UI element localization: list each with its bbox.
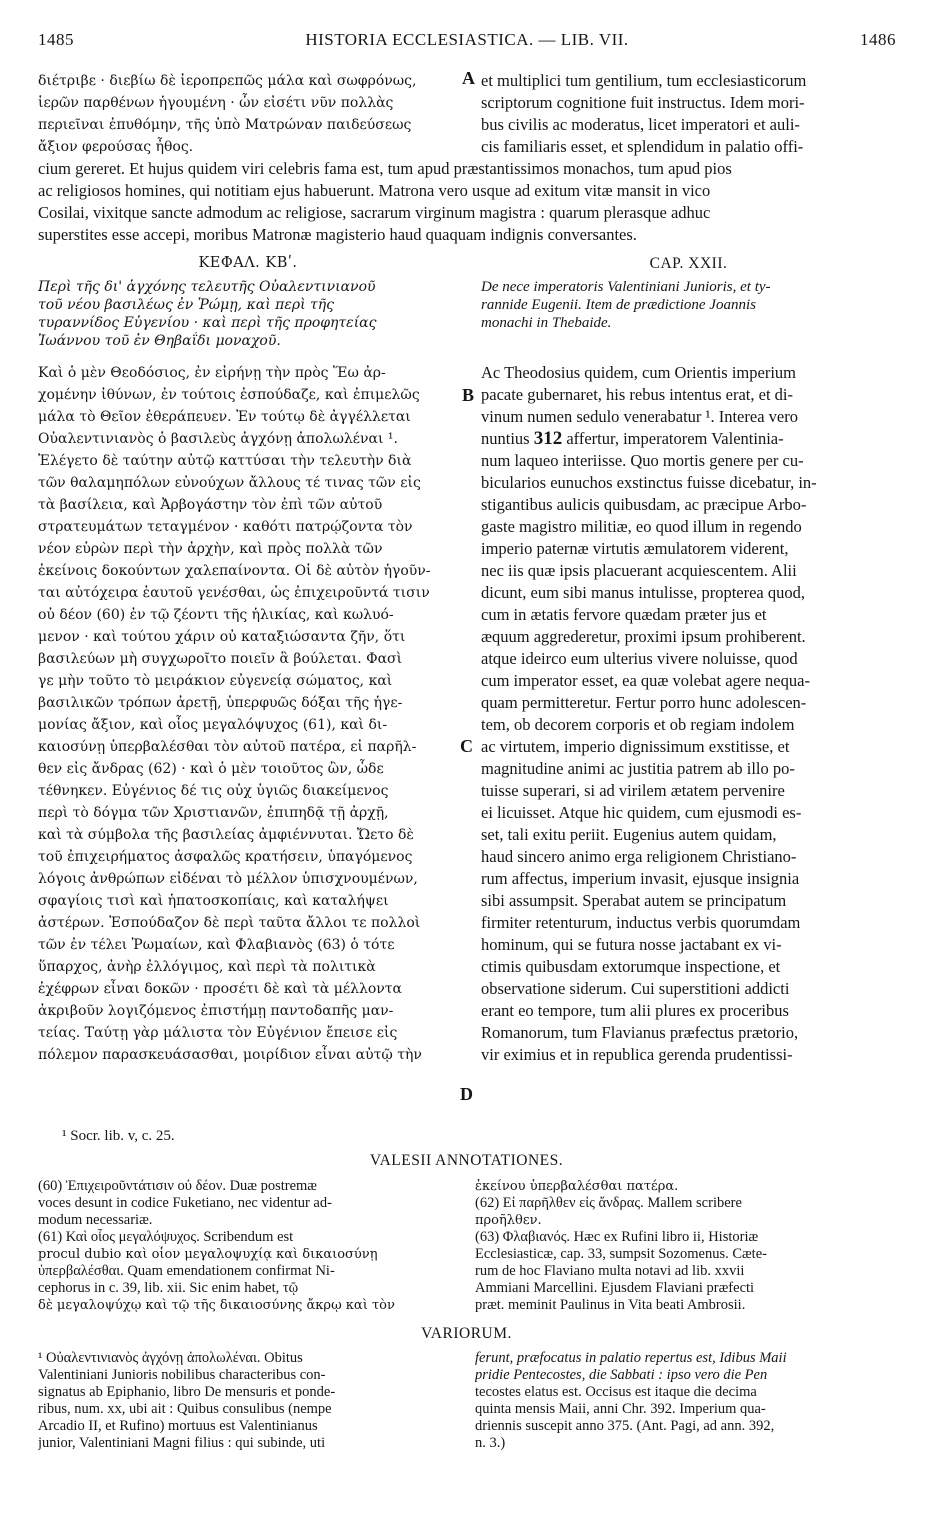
margin-letter-d: D bbox=[460, 1084, 473, 1104]
text-line: erant eo tempore, tum alii plures ex proceribus bbox=[481, 1001, 789, 1020]
text-line: vinum numen sedulo venerabatur ¹. Interea vero bbox=[481, 407, 798, 426]
text-line: magnitudine animi ac justitia patrem ab illo po- bbox=[481, 759, 795, 778]
text-line: Οὐαλεντινιανὸς ὁ βασιλεὺς ἀγχόνῃ ἀπολωλέναι ¹. bbox=[38, 431, 398, 447]
text-line: scriptorum cognitione fuit instructus. Idem mori- bbox=[481, 93, 805, 112]
valesii-right-column bbox=[475, 1178, 896, 1314]
note-line: signatus ab Epiphanio, libro De mensuris et ponde- bbox=[38, 1384, 336, 1400]
valesii-left-column bbox=[38, 1178, 458, 1314]
text-line: μάλα τὸ Θεῖον ἐθεράπευεν. Ἐν τούτῳ δὲ ἀγγέλλεται bbox=[38, 409, 411, 425]
variorum-right-column bbox=[475, 1350, 896, 1452]
text-line: διέτριβε · διεβίω δὲ ἱεροπρεπῶς μάλα καὶ σωφρόνως, bbox=[38, 73, 417, 89]
text-line: στρατευμάτων τεταγμένον · καθότι πατρῴζοντα τὸν bbox=[38, 519, 413, 535]
note-line: voces desunt in codice Fuketiano, nec videntur ad- bbox=[38, 1195, 332, 1211]
text-line: cium gereret. Et hujus quidem viri celebris fama est, tum apud præstantissimos monachos, tum apud pios bbox=[38, 159, 732, 178]
text-line: bicularios eunuchos exstinctus fuisse dicebatur, in- bbox=[481, 473, 817, 492]
text-line: tuisse superari, si ad virilem ætatem pervenire bbox=[481, 781, 785, 800]
text-line: τοῦ ἐπιχειρήματος ἀσφαλῶς κρατήσειν, ὑπαγόμενος bbox=[38, 849, 413, 865]
greek-chapter-title bbox=[38, 278, 458, 350]
note-line: ὑπερβαλέσθαι. Quam emendationem confirmat Ni- bbox=[38, 1263, 335, 1279]
text-line: superstites esse accepi, moribus Matronæ magisterio haud quaquam indignis conversantes. bbox=[38, 225, 637, 244]
text-line: θεν εἰς ἄνδρας (62) · καὶ ὁ μὲν τοιοῦτος ὢν, ὧδε bbox=[38, 761, 384, 777]
text-line: Ac Theodosius quidem, cum Orientis imperium bbox=[481, 363, 796, 382]
text-fragment: nuntius bbox=[481, 429, 530, 448]
margin-letter-a: A bbox=[462, 68, 475, 88]
text-fragment: affertur, imperatorem Valentinia- bbox=[566, 429, 784, 448]
text-line: vir eximius et in republica gerenda prudentissi- bbox=[481, 1045, 793, 1064]
text-line: atque ideirco eum ulterius vivere noluisse, quod bbox=[481, 649, 798, 668]
note-line: Ammiani Marcellini. Ejusdem Flaviani præfecti bbox=[475, 1280, 755, 1296]
page-marker: 312 bbox=[533, 428, 563, 449]
title-line: Περὶ τῆς δι' ἀγχόνης τελευτῆς Οὐαλεντινιανοῦ bbox=[38, 279, 376, 295]
note-line: Arcadio II, et Rufino) mortuus est Valentinianus bbox=[38, 1418, 318, 1434]
text-line: καὶ τὰ σύμβολα τῆς βασιλείας ἀμφιέννυται. Ὤετο δὲ bbox=[38, 827, 414, 843]
note-line: quinta mensis Maii, anni Chr. 392. Imperium qua- bbox=[475, 1401, 766, 1417]
note-line: junior, Valentiniani Magni filius : qui subinde, uti bbox=[38, 1435, 326, 1451]
text-line: βασιλεύων μὴ συγχωροῖτο ποιεῖν ἃ βούλεται. Φασὶ bbox=[38, 651, 403, 667]
text-line: περὶ τὸ δόγμα τῶν Χριστιανῶν, ἐπιπηδᾷ τῇ ἀρχῇ, bbox=[38, 805, 389, 821]
text-line: observatione siderum. Cui superstitioni addicti bbox=[481, 979, 790, 998]
text-line: cis familiaris esset, et splendidum in palatio offi- bbox=[481, 137, 804, 156]
note-line: rum de hoc Flaviano multa notavi ad lib. xxvii bbox=[475, 1263, 745, 1279]
text-line: τείας. Ταύτῃ γὰρ μάλιστα τὸν Εὐγένιον ἔπεισε εἰς bbox=[38, 1025, 398, 1041]
text-line: rum affectus, imperium invasit, ejusque insignia bbox=[481, 869, 800, 888]
text-line: ται αὐτόχειρα ἑαυτοῦ γενέσθαι, ὡς ἐπιχειροῦντά τισιν bbox=[38, 585, 430, 601]
note-line: præt. meminit Paulinus in Vita beati Ambrosii. bbox=[475, 1297, 746, 1313]
text-line: βασιλικῶν τρόπων ἀρετῇ, ὑπερφυῶς δόξαι τῆς ἡγε- bbox=[38, 695, 403, 711]
text-line: ἀκριβοῦν λογιζόμενος ἐπιστήμῃ παντοδαπῆς μαν- bbox=[38, 1003, 394, 1019]
variorum-left-column bbox=[38, 1350, 458, 1452]
text-line: λόγοις ἀνθρώπων εἰδέναι τὸ μέλλον ὑπισχνουμένων, bbox=[38, 871, 418, 887]
note-line: ferunt, præfocatus in palatio repertus est, Idibus Maii bbox=[475, 1350, 787, 1366]
title-line: De nece imperatoris Valentiniani Junioris, et ty- bbox=[481, 279, 771, 295]
title-line: τυραννίδος Εὐγενίου · καὶ περὶ τῆς προφητείας bbox=[38, 315, 377, 331]
note-line: ribus, num. xx, ubi ait : Quibus consulibus (nempe bbox=[38, 1401, 332, 1417]
note-line: driennis suscepit anno 375. (Ant. Pagi, ad ann. 392, bbox=[475, 1418, 775, 1434]
greek-body-column bbox=[38, 362, 458, 1066]
note-line: ¹ Οὐαλεντινιανὸς ἀγχόνῃ ἀπολωλέναι. Obitus bbox=[38, 1350, 303, 1366]
text-line: hominum, qui se futura nosse jactabant ex vi- bbox=[481, 935, 782, 954]
text-line: nec iis quæ ipsis placuerant acquiescentem. Alii bbox=[481, 561, 797, 580]
text-line-with-marker bbox=[481, 428, 896, 450]
text-line: τέθνηκεν. Εὐγένιος δέ τις οὐχ ὑγιῶς διακείμενος bbox=[38, 783, 389, 799]
page-number-right: 1486 bbox=[860, 30, 896, 49]
text-line: pacate gubernaret, his rebus intentus erat, et di- bbox=[481, 385, 794, 404]
text-line: tem, ob decorem corporis et ob regiam indolem bbox=[481, 715, 795, 734]
text-line: cum imperator esset, ea quæ volebat agere nequa- bbox=[481, 671, 810, 690]
text-line: μονίας ἄξιον, καὶ οἷος μεγαλόψυχος (61), καὶ δι- bbox=[38, 717, 388, 733]
text-line: περιεῖναι ἐπυθόμην, τῆς ὑπὸ Ματρώναν παιδεύσεως bbox=[38, 117, 412, 133]
note-line: (61) Καὶ οἷος μεγαλόψυχος. Scribendum est bbox=[38, 1229, 294, 1245]
note-line: δὲ μεγαλοψύχῳ καὶ τῷ τῆς δικαιοσύνης ἄκρῳ καὶ τὸν bbox=[38, 1298, 395, 1313]
text-line: dicunt, eum sibi manus intulisse, propterea quod, bbox=[481, 583, 805, 602]
note-line: cephorus in c. 39, lib. xii. Sic enim habet, τῷ bbox=[38, 1280, 299, 1296]
text-line: χομένην ἰθύνων, ἐν τούτοις ἐσπούδαζε, καὶ ἐπιμελῶς bbox=[38, 387, 420, 403]
margin-letter-b: B bbox=[462, 385, 475, 405]
running-header bbox=[38, 30, 896, 56]
title-line: rannide Eugenii. Item de prædictione Joannis bbox=[481, 297, 756, 313]
text-line: νέον εὑρὼν περὶ τὴν ἀρχὴν, καὶ πρὸς πολλὰ τῶν bbox=[38, 541, 383, 557]
text-line: num laqueo interiisse. Quo mortis genere per cu- bbox=[481, 451, 804, 470]
note-line: Valentiniani Junioris nobilibus characteribus con- bbox=[38, 1367, 326, 1383]
note-line: pridie Pentecostes, die Sabbati : ipso vero die Pen bbox=[475, 1367, 768, 1383]
text-line: μενον · καὶ τούτου χάριν οὐ καταξιώσαντα ζῆν, ὅτι bbox=[38, 629, 406, 645]
top-greek-column bbox=[38, 70, 458, 158]
text-line: ἀστέρων. Ἐσπούδαζον δὲ περὶ ταῦτα ἄλλοι τε πολλοὶ bbox=[38, 915, 421, 931]
note-line: (63) Φλαβιανός. Hæc ex Rufini libro ii, Historiæ bbox=[475, 1229, 759, 1245]
text-line: σφαγίοις τισὶ καὶ ἡπατοσκοπίαις, καὶ καταλήψει bbox=[38, 893, 389, 909]
text-line: ctimis quibusdam extorumque inspectione, et bbox=[481, 957, 781, 976]
full-width-latin bbox=[38, 158, 896, 246]
valesii-heading: VALESII ANNOTATIONES. bbox=[369, 1152, 564, 1169]
text-line: imperio paternæ virtutis æmulatorem viderent, bbox=[481, 539, 789, 558]
text-line: Ἐλέγετο δὲ ταύτην αὐτῷ καττύσαι τὴν τελευτὴν διὰ bbox=[38, 453, 412, 469]
note-line: n. 3.) bbox=[475, 1435, 506, 1451]
latin-chapter-title bbox=[481, 278, 896, 332]
text-line: τῶν ἐν τέλει Ῥωμαίων, καὶ Φλαβιανὸς (63) ὁ τότε bbox=[38, 937, 395, 953]
text-line: sibi assumpsit. Sperabat autem se principatum bbox=[481, 891, 787, 910]
text-line: ἐχέφρων εἶναι δοκῶν · προσέτι δὲ καὶ τὰ μέλλοντα bbox=[38, 981, 402, 997]
running-title: HISTORIA ECCLESIASTICA. — LIB. VII. bbox=[305, 30, 629, 49]
text-line: gaste magistro militiæ, eo quod illum in regendo bbox=[481, 517, 802, 536]
latin-chapter-heading: CAP. XXII. bbox=[649, 255, 728, 272]
footnote: ¹ Socr. lib. v, c. 25. bbox=[62, 1128, 175, 1144]
latin-body-column bbox=[481, 362, 896, 1066]
text-line: ἱερῶν παρθένων ἡγουμένη · ὧν εἰσέτι νῦν πολλὰς bbox=[38, 95, 394, 111]
note-line: modum necessariæ. bbox=[38, 1212, 153, 1228]
text-line: cum in ætatis fervore quædam præter jus et bbox=[481, 605, 767, 624]
text-line: οὐ δέον (60) ἐν τῷ ζέοντι τῆς ἡλικίας, καὶ κωλυό- bbox=[38, 607, 394, 623]
note-line: προῆλθεν. bbox=[475, 1213, 542, 1228]
note-line: Ecclesiasticæ, cap. 33, sumpsit Sozomenus. Cæte- bbox=[475, 1246, 767, 1262]
title-line: τοῦ νέου βασιλέως ἐν Ῥώμῃ, καὶ περὶ τῆς bbox=[38, 297, 335, 313]
top-latin-column bbox=[481, 70, 896, 158]
text-line: ὕπαρχος, ἀνὴρ ἐλλόγιμος, καὶ περὶ τὰ πολιτικὰ bbox=[38, 959, 376, 975]
text-line: ἄξιον φερούσας ἦθος. bbox=[38, 139, 194, 155]
text-line: firmiter retenturum, inductus verbis quorumdam bbox=[481, 913, 801, 932]
text-line: ἐκείνοις δοκούντων χαλεπαίνοντα. Οἱ δὲ αὐτὸν ἡγοῦν- bbox=[38, 563, 431, 579]
text-line: ei licuisset. Atque hic quidem, cum ejusmodi es- bbox=[481, 803, 802, 822]
text-line: γε μὴν τοῦτο τὸ μειράκιον εὐγενείᾳ σώματος, καὶ bbox=[38, 673, 393, 689]
text-line: Cosilai, vixitque sancte admodum ac religiose, sacrarum virginum magistra : quarum plerasque adhuc bbox=[38, 203, 711, 222]
page-number-left: 1485 bbox=[38, 30, 74, 49]
greek-chapter-heading: ΚΕΦΑΛ. ΚΒʹ. bbox=[198, 255, 298, 271]
text-line: haud sincero animo erga religionem Christiano- bbox=[481, 847, 797, 866]
note-line: (60) Ἐπιχειροῦντάτισιν οὐ δέον. Duæ postremæ bbox=[38, 1178, 317, 1194]
note-line: tecostes elatus est. Occisus est itaque die decima bbox=[475, 1384, 757, 1400]
text-line: Καὶ ὁ μὲν Θεοδόσιος, ἐν εἰρήνῃ τὴν πρὸς Ἕω ἀρ- bbox=[38, 365, 386, 381]
text-line: et multiplici tum gentilium, tum ecclesiasticorum bbox=[481, 71, 807, 90]
text-line: set, tali exitu periit. Eugenius autem quidam, bbox=[481, 825, 777, 844]
margin-letter-c: C bbox=[460, 736, 473, 756]
note-line: (62) Εἰ παρῆλθεν εἰς ἄνδρας. Mallem scribere bbox=[475, 1195, 742, 1211]
text-line: καιοσύνῃ ὑπερβαλέσθαι τὸν αὐτοῦ πατέρα, εἰ παρῆλ- bbox=[38, 739, 417, 755]
text-line: πόλεμον παρασκευάσασθαι, μοιρίδιον εἶναι αὐτῷ τὴν bbox=[38, 1047, 422, 1063]
note-line: procul dubio καὶ οἷον μεγαλοψυχίᾳ καὶ δικαιοσύνῃ bbox=[38, 1247, 378, 1262]
variorum-heading: VARIORUM. bbox=[421, 1325, 512, 1342]
text-line: bus civilis ac moderatus, licet imperatori et auli- bbox=[481, 115, 800, 134]
title-line: monachi in Thebaide. bbox=[481, 315, 612, 331]
text-line: ac virtutem, imperio dignissimum exstitisse, et bbox=[481, 737, 790, 756]
text-line: τὰ βασίλεια, καὶ Ἀρβογάστην τὸν ἐπὶ τῶν αὐτοῦ bbox=[38, 497, 383, 513]
title-line: Ἰωάννου τοῦ ἐν Θηβαΐδι μοναχοῦ. bbox=[38, 333, 281, 349]
note-line: ἐκείνου ὑπερβαλέσθαι πατέρα. bbox=[475, 1179, 679, 1194]
text-line: quam permitteretur. Fertur porro hunc adolescen- bbox=[481, 693, 807, 712]
text-line: ac religiosos homines, qui notitiam ejus habuerunt. Matrona vero usque ad exitum vitæ mansit in vico bbox=[38, 181, 711, 200]
text-line: Romanorum, tum Flavianus præfectus prætorio, bbox=[481, 1023, 799, 1042]
text-line: τῶν θαλαμηπόλων εὐνούχων ἄλλους τέ τινας τῶν εἰς bbox=[38, 475, 421, 491]
text-line: stigantibus aulicis quibusdam, ac præcipue Arbo- bbox=[481, 495, 807, 514]
text-line: æquum aggrederetur, proximi ipsum prohiberent. bbox=[481, 627, 806, 646]
